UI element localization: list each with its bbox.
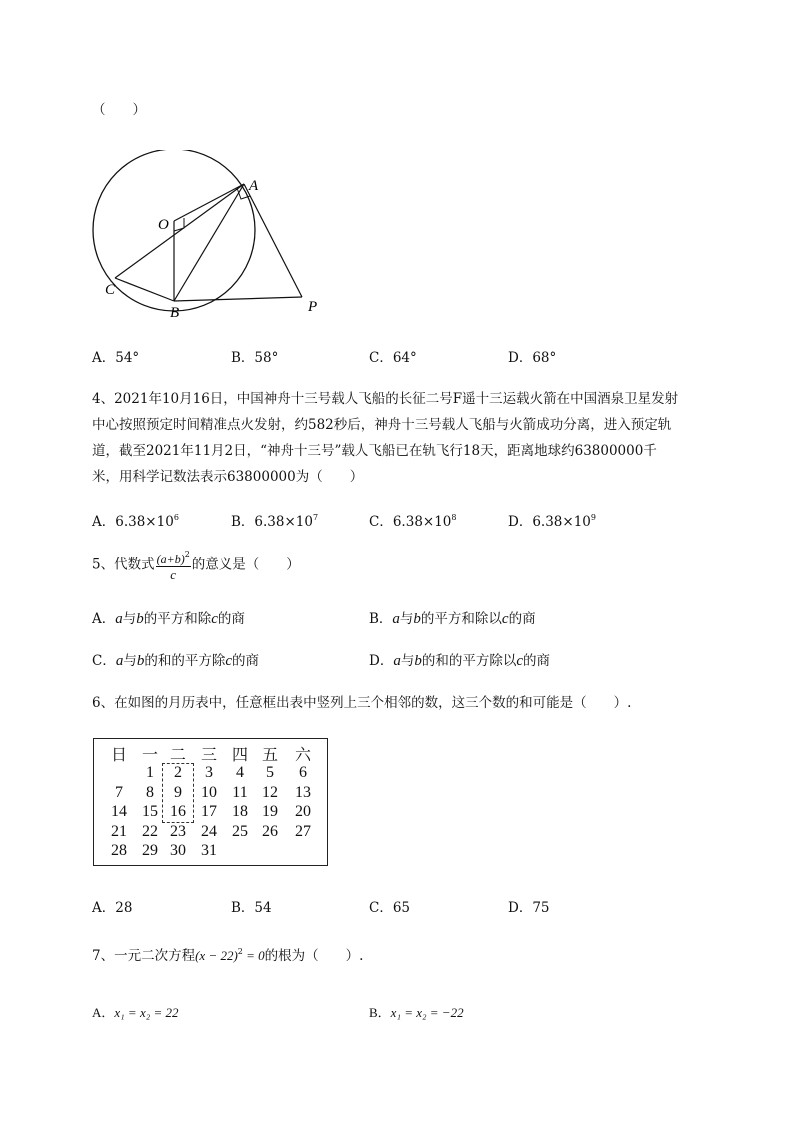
q7-option-b[interactable]: B．x₁ = x₂ = −22 bbox=[369, 1005, 464, 1020]
q6-option-c[interactable]: C．65 bbox=[369, 900, 411, 916]
q5-option-c[interactable]: C．a与b的和的平方除c的商 bbox=[92, 653, 260, 669]
calendar-day-cell: 26 bbox=[262, 822, 278, 840]
calendar-day-cell: 8 bbox=[146, 783, 154, 801]
q4-option-a[interactable]: A．$6.38\times 10^6$ bbox=[92, 513, 179, 530]
calendar-header-cell: 二 bbox=[169, 745, 186, 764]
q3-option-a[interactable]: A．54° bbox=[92, 350, 140, 366]
calendar-day-cell: 11 bbox=[232, 783, 248, 801]
segment-bp bbox=[174, 297, 302, 301]
calendar-day-cell: 10 bbox=[201, 783, 217, 801]
label-a: A bbox=[249, 178, 259, 194]
calendar-day-cell: 22 bbox=[142, 822, 158, 840]
q4-text-line2: 中心按照预定时间精准点火发射，约582秒后，神舟十三号载人飞船与火箭成功分离，进入预定轨 bbox=[92, 417, 672, 433]
calendar-day-cell: 1 bbox=[146, 764, 154, 781]
segment-cb bbox=[115, 278, 174, 301]
calendar-header-cell: 一 bbox=[141, 745, 158, 764]
calendar-day-cell: 6 bbox=[299, 764, 307, 781]
calendar-header-cell: 三 bbox=[200, 745, 217, 764]
calendar-day-cell: 18 bbox=[232, 803, 248, 820]
calendar-day-cell: 13 bbox=[295, 783, 311, 801]
q4-text-line1: 4、2021年10月16日，中国神舟十三号载人飞船的长征二号F遥十三运载火箭在中国酒泉卫星发射 bbox=[92, 391, 679, 407]
segment-ap bbox=[244, 184, 302, 297]
calendar-day-cell: 12 bbox=[262, 783, 278, 801]
q4-option-c[interactable]: C．$6.38\times 10^8$ bbox=[369, 513, 457, 530]
q5-option-d[interactable]: D．a与b的和的平方除以c的商 bbox=[369, 653, 550, 669]
q6-option-d[interactable]: D．75 bbox=[508, 900, 550, 916]
calendar-day-cell: 30 bbox=[170, 842, 186, 859]
calendar-day-cell: 20 bbox=[295, 803, 311, 820]
q4-option-b[interactable]: B．$6.38\times 10^7$ bbox=[231, 513, 319, 530]
label-c: C bbox=[105, 282, 116, 298]
q5-option-a[interactable]: A．a与b的平方和除c的商 bbox=[92, 611, 245, 627]
q4-text-line3: 道，截至2021年11月2日，“神舟十三号”载人飞船已在轨飞行18天，距离地球约63800000千 bbox=[92, 443, 657, 459]
calendar-day-cell: 17 bbox=[201, 803, 217, 820]
calendar-day-cell: 9 bbox=[174, 783, 182, 801]
q3-answer-paren: （ ） bbox=[92, 102, 146, 118]
q6-option-a[interactable]: A．28 bbox=[92, 900, 133, 916]
q5-stem: 5、代数式 $\frac{(a+b)^2}{c}$ 的意义是（ ） bbox=[92, 550, 300, 582]
q4-text-line4: 米，用科学记数法表示63800000为（ ） bbox=[92, 469, 364, 485]
calendar-header-cell: 四 bbox=[231, 745, 248, 764]
q5-option-b[interactable]: B．a与b的平方和除以c的商 bbox=[369, 611, 536, 627]
calendar-header-cell: 日 bbox=[110, 745, 127, 764]
q7-stem: 7、一元二次方程$(x - 22)^2 = 0$的根为（ ）. bbox=[92, 947, 364, 964]
q7-option-a[interactable]: A．x₁ = x₂ = 22 bbox=[92, 1005, 179, 1020]
calendar-day-cell: 28 bbox=[111, 842, 127, 859]
calendar-day-cell: 23 bbox=[170, 822, 186, 840]
calendar-day-cell: 29 bbox=[142, 842, 158, 859]
label-p: P bbox=[308, 299, 318, 315]
calendar-day-cell: 3 bbox=[205, 764, 213, 781]
calendar-day-cell: 21 bbox=[111, 822, 127, 840]
calendar-day-cell: 4 bbox=[236, 764, 244, 781]
q3-option-c[interactable]: C．64° bbox=[369, 350, 417, 366]
calendar-day-cell: 24 bbox=[201, 822, 217, 840]
q3-circle-figure bbox=[85, 150, 335, 325]
calendar-header-cell: 五 bbox=[261, 745, 278, 764]
calendar-day-cell: 25 bbox=[232, 822, 248, 840]
label-b: B bbox=[170, 305, 180, 321]
calendar-day-cell: 27 bbox=[295, 822, 311, 840]
calendar-header-cell: 六 bbox=[294, 745, 311, 764]
calendar-day-cell: 19 bbox=[262, 803, 278, 820]
calendar-day-cell: 5 bbox=[266, 764, 274, 781]
calendar-day-cell: 16 bbox=[170, 803, 186, 820]
calendar-day-cell: 2 bbox=[174, 764, 182, 781]
segment-ab bbox=[174, 184, 244, 301]
q4-option-d[interactable]: D．$6.38\times 10^9$ bbox=[508, 513, 596, 530]
label-o: O bbox=[158, 217, 169, 233]
calendar-day-cell: 14 bbox=[111, 803, 127, 820]
calendar-day-cell: 7 bbox=[115, 783, 123, 801]
q3-option-d[interactable]: D．68° bbox=[508, 350, 557, 366]
q3-option-b[interactable]: B．58° bbox=[231, 350, 279, 366]
segment-ca bbox=[115, 184, 244, 278]
calendar-day-cell: 15 bbox=[142, 803, 158, 820]
q6-stem: 6、在如图的月历表中，任意框出表中竖列上三个相邻的数，这三个数的和可能是（ ）. bbox=[92, 695, 632, 711]
q5-fraction: $\frac{(a+b)^2}{c}$ bbox=[156, 550, 190, 582]
q6-option-b[interactable]: B．54 bbox=[231, 900, 272, 916]
calendar-day-cell: 31 bbox=[201, 842, 217, 859]
